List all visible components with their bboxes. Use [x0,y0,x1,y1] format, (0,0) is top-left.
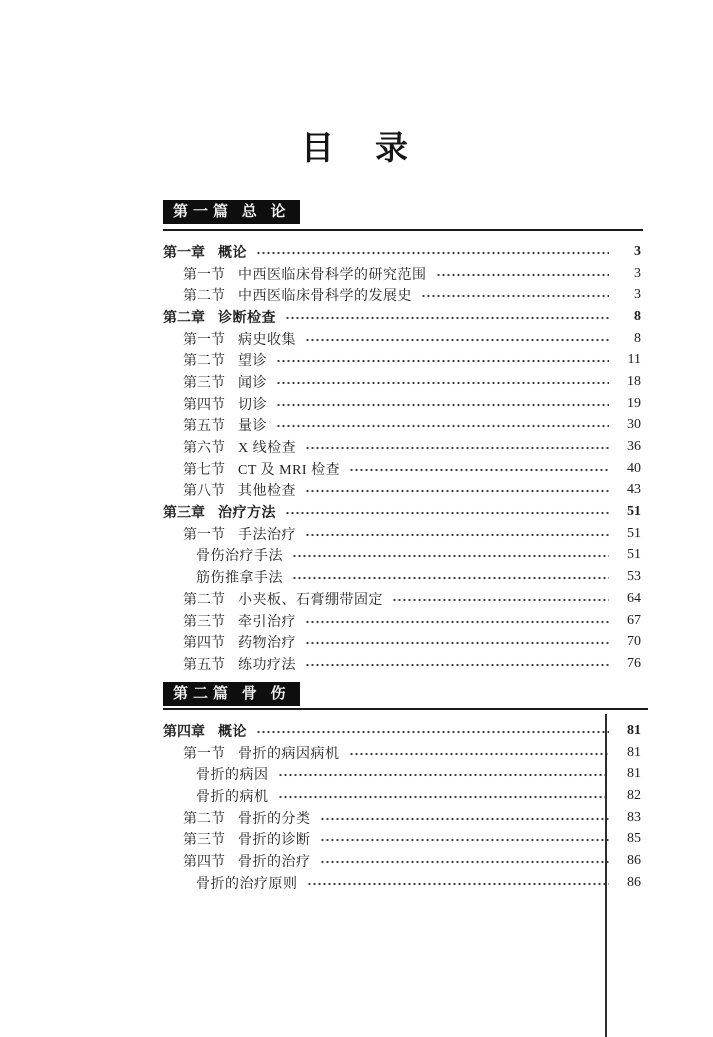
toc-row [163,872,641,894]
entry-title: 诊断检查 [218,310,276,326]
toc-row [163,588,641,610]
entry-title: 概论 [218,245,247,261]
toc-row [163,371,641,393]
dot-leader [285,315,609,321]
entry-label: 第二节 [183,289,225,305]
entry-title: 望诊 [238,354,267,370]
page-number: 43 [627,482,641,498]
toc-row [163,850,641,872]
entry-label: 第一章 [163,245,205,261]
entry-label: 第四节 [183,854,225,870]
page-number: 86 [627,874,641,890]
toc-row [163,263,641,285]
toc-row [163,393,641,415]
dot-leader [305,488,609,494]
toc-row [163,785,641,807]
toc-row [163,610,641,632]
page-number: 30 [627,417,641,433]
page-number: 86 [627,852,641,868]
entry-label: 第七节 [183,462,225,478]
dot-leader [349,751,610,757]
dot-leader [292,553,609,559]
entry-label: 第三节 [183,614,225,630]
entry-title: 切诊 [238,397,267,413]
entry-title: 骨折的病因 [196,768,269,784]
dot-leader [307,881,610,887]
toc-row [163,241,641,263]
toc-row [163,545,641,567]
entry-label: 第四节 [183,397,225,413]
page-number: 19 [627,395,641,411]
toc-row [163,763,641,785]
entry-label: 第一节 [183,267,225,283]
entry-title: 骨折的病机 [196,789,269,805]
dot-leader [349,467,609,473]
toc-row [163,458,641,480]
toc-row [163,566,641,588]
entry-label: 第四节 [183,636,225,652]
dot-leader [256,250,609,256]
entry-title: 骨折的治疗 [238,854,311,870]
dot-leader [320,859,610,865]
page-number: 8 [634,330,641,346]
dot-leader [305,337,609,343]
dot-leader [305,445,609,451]
entry-title: CT 及 MRI 检查 [238,462,341,478]
entry-title: 量诊 [238,419,267,435]
page-title: 目 录 [301,131,412,167]
dot-leader [305,619,609,625]
entry-label: 第三节 [183,833,225,849]
dot-leader [292,575,609,581]
entry-title: 筋伤推拿手法 [196,571,283,587]
entry-title: X 线检查 [238,441,297,457]
dot-leader [305,640,609,646]
page-number: 8 [634,308,641,324]
part-2-toc [163,720,641,894]
page-number: 64 [627,590,641,606]
dot-leader [276,358,609,364]
entry-label: 第二节 [183,592,225,608]
page-number: 51 [627,504,641,520]
page-number: 3 [634,243,641,259]
dot-leader [436,272,610,278]
toc-row [163,720,641,742]
entry-label: 第五节 [183,657,225,673]
page-number: 81 [627,766,641,782]
toc-row [163,631,641,653]
entry-label: 第三章 [163,506,205,522]
entry-label: 第二章 [163,310,205,326]
page-number: 85 [627,831,641,847]
entry-title: 治疗方法 [218,506,276,522]
part-2-banner: 第二篇 骨 伤 [163,682,300,706]
page-number: 81 [627,744,641,760]
page-number: 76 [627,655,641,671]
dot-leader [421,293,609,299]
page-number: 36 [627,439,641,455]
page-number: 18 [627,373,641,389]
toc-row [163,480,641,502]
entry-title: 小夹板、石膏绷带固定 [238,592,383,608]
page-number: 81 [627,722,641,738]
dot-leader [320,837,610,843]
toc-row [163,653,641,675]
dot-leader [276,380,609,386]
entry-label: 第一节 [183,746,225,762]
page-number: 53 [627,569,641,585]
dot-leader [305,532,609,538]
entry-title: 骨折的病因病机 [238,746,340,762]
dot-leader [278,772,610,778]
entry-label: 第三节 [183,375,225,391]
entry-title: 牵引治疗 [238,614,296,630]
entry-title: 骨折的诊断 [238,833,311,849]
vertical-rule [605,714,607,1037]
toc-row [163,742,641,764]
page-number: 3 [634,265,641,281]
toc-row [163,807,641,829]
entry-label: 第一节 [183,332,225,348]
toc-row [163,523,641,545]
part-1-toc [163,241,641,675]
page-number: 82 [627,787,641,803]
dot-leader [276,402,609,408]
entry-title: 中西医临床骨科学的研究范围 [238,267,427,283]
page-number: 67 [627,612,641,628]
toc-row [163,436,641,458]
entry-title: 药物治疗 [238,636,296,652]
page-number: 51 [627,547,641,563]
toc-row [163,328,641,350]
page-number: 51 [627,525,641,541]
dot-leader [392,597,609,603]
toc-row [163,349,641,371]
page-number: 83 [627,809,641,825]
page-number: 11 [627,352,641,368]
dot-leader [276,423,609,429]
page-number: 40 [627,460,641,476]
toc-row [163,415,641,437]
entry-title: 骨折的分类 [238,811,311,827]
entry-label: 第四章 [163,724,205,740]
page-number: 3 [634,287,641,303]
toc-row [163,284,641,306]
entry-title: 闻诊 [238,375,267,391]
entry-label: 第六节 [183,441,225,457]
entry-title: 练功疗法 [238,657,296,673]
dot-leader [278,794,610,800]
page-number: 70 [627,634,641,650]
toc-row [163,501,641,523]
dot-leader [256,729,609,735]
part-2-underline [163,708,648,710]
entry-title: 骨伤治疗手法 [196,549,283,565]
part-1-underline [163,229,643,231]
entry-label: 第五节 [183,419,225,435]
toc-row [163,306,641,328]
entry-label: 第二节 [183,354,225,370]
entry-title: 骨折的治疗原则 [196,876,298,892]
entry-title: 手法治疗 [238,527,296,543]
entry-label: 第一节 [183,527,225,543]
entry-label: 第八节 [183,484,225,500]
dot-leader [305,662,609,668]
entry-title: 其他检查 [238,484,296,500]
entry-title: 病史收集 [238,332,296,348]
entry-label: 第二节 [183,811,225,827]
entry-title: 概论 [218,724,247,740]
entry-title: 中西医临床骨科学的发展史 [238,289,412,305]
dot-leader [285,510,609,516]
part-1-banner: 第一篇 总 论 [163,200,300,224]
toc-row [163,828,641,850]
dot-leader [320,816,610,822]
